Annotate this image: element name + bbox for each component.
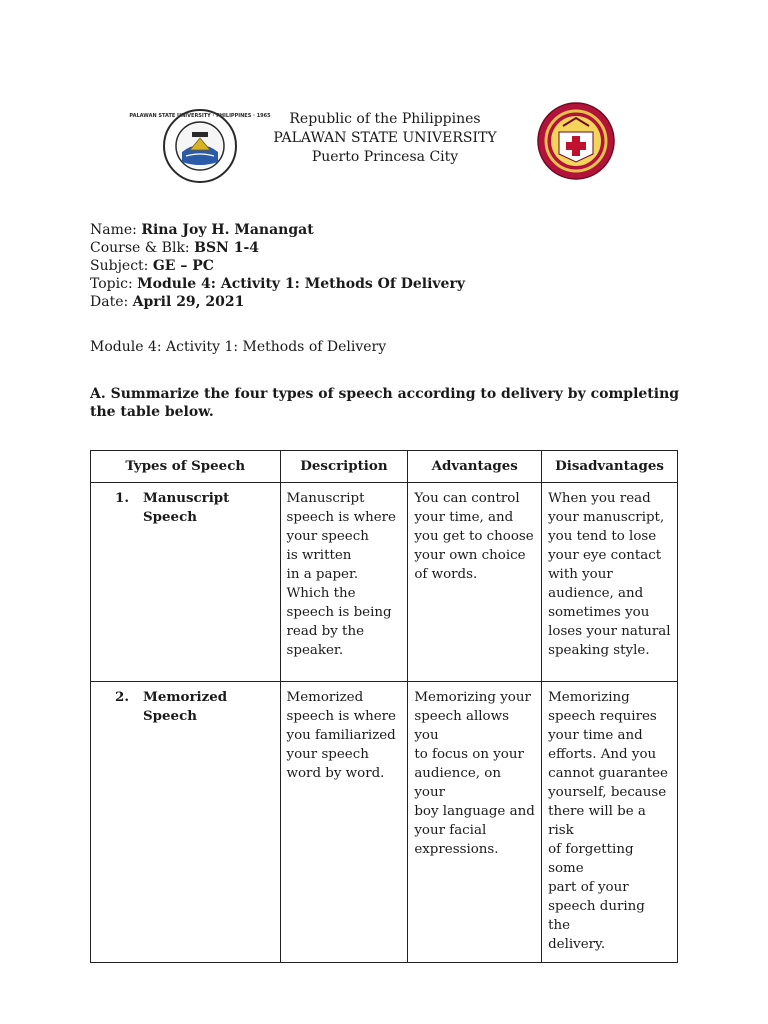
topic-line: Topic: Module 4: Activity 1: Methods Of Delivery [90, 276, 465, 292]
disadvantages-cell: Memorizing speech requires your time and efforts. And you cannot guarantee yourself, because there will be a risk of forgetting some part of your speech during the delivery. [542, 682, 678, 963]
course-line: Course & Blk: BSN 1-4 [90, 240, 260, 256]
header-republic: Republic of the Philippines [289, 111, 481, 127]
subject-line: Subject: GE – PC [90, 258, 214, 274]
subject-value: GE – PC [152, 258, 214, 274]
date-line: Date: April 29, 2021 [90, 294, 245, 310]
table-row [91, 483, 678, 682]
speech-types-table [90, 450, 678, 963]
table-row [91, 682, 678, 963]
header-university: PALAWAN STATE UNIVERSITY [273, 130, 497, 146]
speech-type-name: Manuscript Speech [143, 490, 230, 525]
document-header [250, 110, 520, 167]
header-disadvantages: Disadvantages [542, 451, 678, 483]
description-cell: Memorized speech is where you familiarized your speech word by word. [280, 682, 408, 963]
advantages-cell: You can control your time, and you get to choose your own choice of words. [408, 483, 542, 682]
date-value: April 29, 2021 [132, 294, 245, 310]
table-header-row [91, 451, 678, 483]
speech-type-cell: 2. Memorized Speech [91, 682, 281, 963]
topic-value: Module 4: Activity 1: Methods Of Delivery [137, 276, 465, 292]
header-city: Puerto Princesa City [311, 149, 459, 165]
description-cell: Manuscript speech is where your speech is written in a paper. Which the speech is being read by the speaker. [280, 483, 408, 682]
student-info [90, 221, 465, 311]
header-advantages: Advantages [408, 451, 542, 483]
header-types-of-speech: Types of Speech [91, 451, 281, 483]
instruction-text: A. Summarize the four types of speech according to delivery by completing the table below. [90, 386, 680, 420]
module-title: Module 4: Activity 1: Methods of Delivery [90, 339, 387, 355]
course-value: BSN 1-4 [194, 240, 260, 256]
name-line: Name: Rina Joy H. Manangat [90, 222, 314, 238]
advantages-cell: Memorizing your speech allows you to focus on your audience, on your boy language and your facial expressions. [408, 682, 542, 963]
header-description: Description [280, 451, 408, 483]
seal-ring-text: PALAWAN STATE UNIVERSITY · PHILIPPINES · 1965 [129, 113, 271, 119]
nursing-college-seal-icon [537, 102, 615, 180]
speech-type-name: Memorized Speech [143, 689, 228, 724]
name-value: Rina Joy H. Manangat [141, 222, 314, 238]
speech-type-cell: 1. Manuscript Speech [91, 483, 281, 682]
disadvantages-cell: When you read your manuscript, you tend to lose your eye contact with your audience, and sometimes you loses your natural speaking style. [542, 483, 678, 682]
palawan-state-university-seal-icon [129, 108, 271, 184]
